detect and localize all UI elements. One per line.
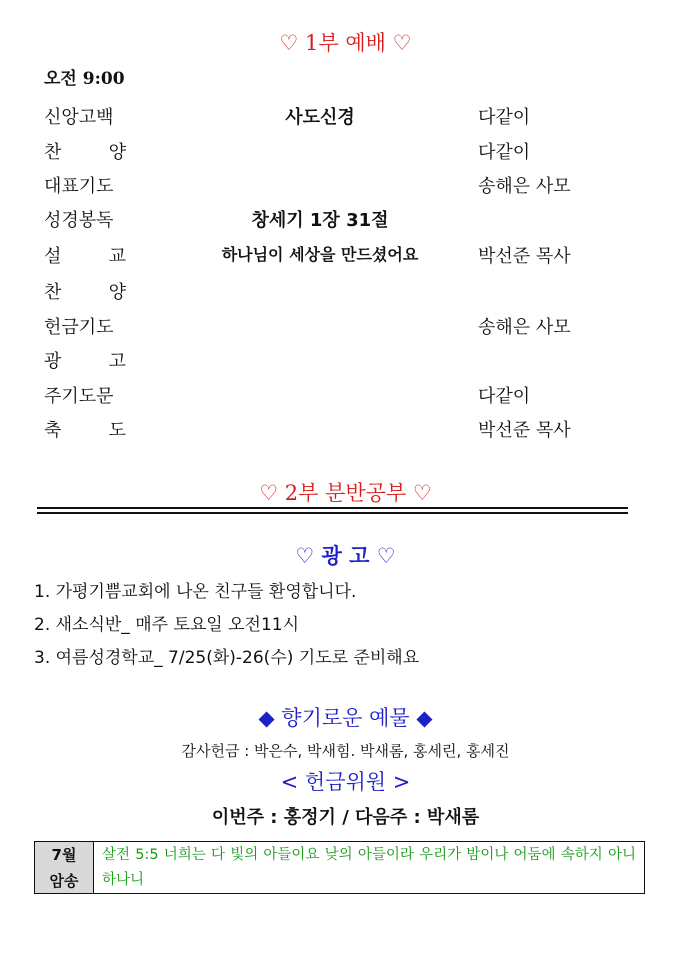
order-item: 신앙고백 xyxy=(44,107,114,128)
order-item-char: 고 xyxy=(108,351,126,372)
order-leader: 송해은 사모 xyxy=(478,317,571,338)
memory-month: 7월 xyxy=(51,845,77,864)
notice-item: 1. 가평기쁨교회에 나온 친구들 환영합니다. xyxy=(34,582,357,602)
committee-members: 이번주 : 홍정기 / 다음주 : 박새롬 xyxy=(211,807,480,828)
memory-verse-box xyxy=(34,841,645,894)
offering-heading: ◆ 향기로운 예물 ◆ xyxy=(258,706,433,730)
order-item: 대표기도 xyxy=(44,176,114,197)
order-item xyxy=(44,242,126,268)
order-item: 헌금기도 xyxy=(44,317,114,338)
order-row xyxy=(0,382,691,412)
order-content: 사도신경 xyxy=(285,107,355,128)
order-item-char: 양 xyxy=(108,282,126,303)
order-item-char: 도 xyxy=(108,420,126,441)
order-row xyxy=(0,278,691,308)
notice-item: 2. 새소식반_ 매주 토요일 오전11시 xyxy=(34,615,300,635)
committee-heading: < 헌금위원 > xyxy=(280,770,411,794)
part2-heading: ♡ 2부 분반공부 ♡ xyxy=(259,481,432,505)
order-leader: 다같이 xyxy=(478,142,531,163)
order-row xyxy=(0,206,691,236)
order-item-char: 광 xyxy=(44,351,62,372)
part1-heading: ♡ 1부 예배 ♡ xyxy=(279,31,412,55)
order-item xyxy=(44,347,126,373)
order-item-char: 찬 xyxy=(44,142,62,163)
order-item-char: 설 xyxy=(44,246,62,267)
notice-item: 3. 여름성경학교_ 7/25(화)-26(수) 기도로 준비해요 xyxy=(34,648,420,668)
order-item: 성경봉독 xyxy=(44,210,114,231)
order-leader: 다같이 xyxy=(478,107,531,128)
order-row xyxy=(0,347,691,377)
order-row xyxy=(0,242,691,272)
order-item-char: 찬 xyxy=(44,282,62,303)
order-row xyxy=(0,103,691,133)
order-item-char: 교 xyxy=(108,246,126,267)
order-row xyxy=(0,313,691,343)
thanks-offering-list: 감사헌금 : 박은수, 박새힘. 박새롬, 홍세린, 홍세진 xyxy=(181,742,510,760)
order-item xyxy=(44,416,126,442)
notices-heading: ♡ 광 고 ♡ xyxy=(295,543,396,568)
memory-verse-text: 살전 5:5 너희는 다 빛의 아들이요 낮의 아들이라 우리가 밤이나 어둠에 속하지 아니하나니 xyxy=(102,847,636,888)
order-item xyxy=(44,138,126,164)
order-row xyxy=(0,138,691,168)
order-item: 주기도문 xyxy=(44,386,114,407)
order-row xyxy=(0,416,691,446)
order-item xyxy=(44,278,126,304)
order-item-char: 양 xyxy=(108,142,126,163)
order-row xyxy=(0,172,691,202)
memory-verse-label xyxy=(35,842,94,893)
memory-label-text: 암송 xyxy=(49,871,79,890)
service-time: 오전 9:00 xyxy=(44,69,125,89)
order-item-char: 축 xyxy=(44,420,62,441)
order-content: 하나님이 세상을 만드셨어요 xyxy=(221,245,419,264)
section-divider xyxy=(37,507,628,514)
order-leader: 박선준 목사 xyxy=(478,246,571,267)
order-leader: 다같이 xyxy=(478,386,531,407)
order-leader: 송해은 사모 xyxy=(478,176,571,197)
order-leader: 박선준 목사 xyxy=(478,420,571,441)
order-content: 창세기 1장 31절 xyxy=(251,210,389,231)
